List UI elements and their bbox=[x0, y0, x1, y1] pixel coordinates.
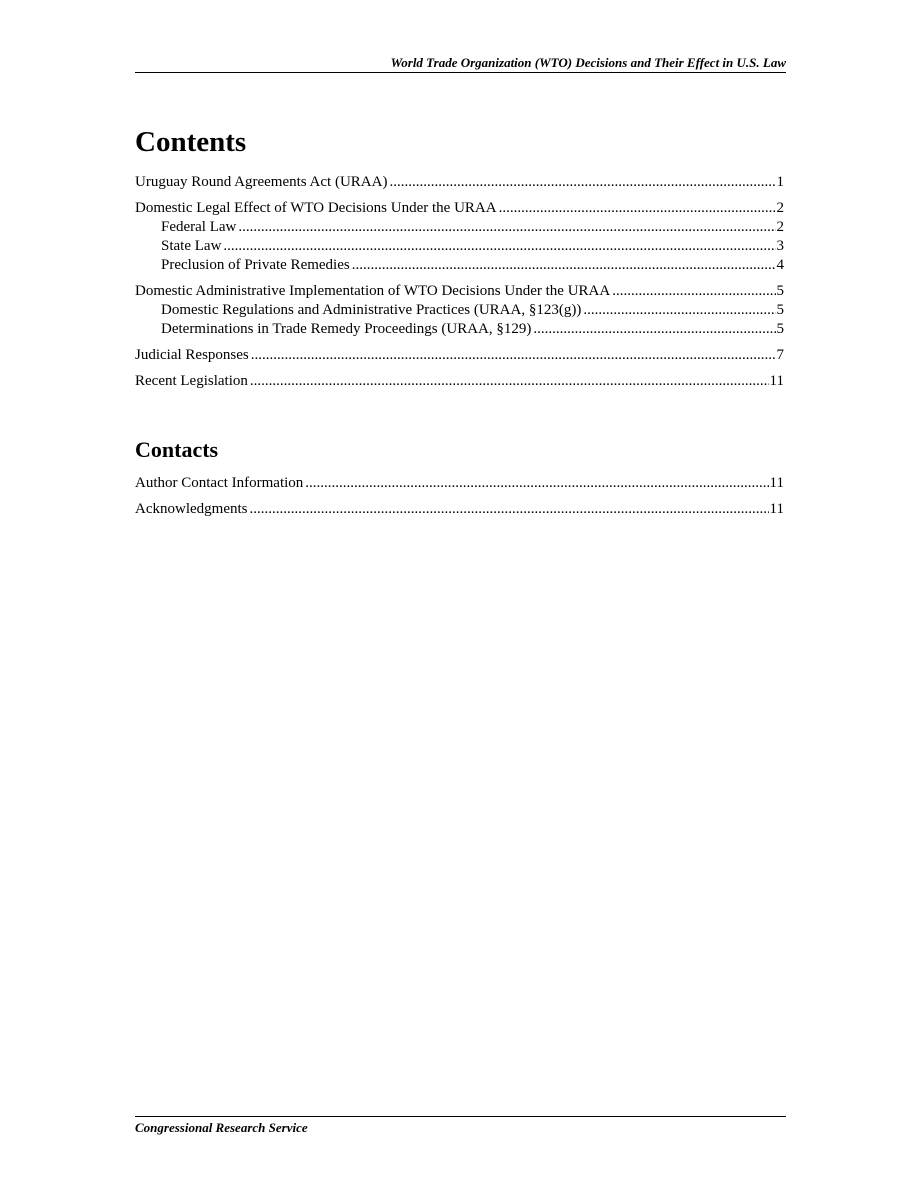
toc-entry-title: Domestic Legal Effect of WTO Decisions Under the URAA bbox=[135, 200, 497, 216]
running-header: World Trade Organization (WTO) Decisions and Their Effect in U.S. Law bbox=[390, 55, 786, 70]
running-footer: Congressional Research Service bbox=[135, 1120, 308, 1135]
toc-entry-title: Domestic Regulations and Administrative Practices (URAA, §123(g)) bbox=[161, 302, 582, 318]
contents-list bbox=[135, 173, 784, 391]
footer-rule bbox=[135, 1116, 786, 1117]
toc-entry-title: Federal Law bbox=[161, 219, 237, 235]
toc-entry-title: Acknowledgments bbox=[135, 501, 248, 517]
toc-entry-page: 1 bbox=[776, 174, 784, 190]
toc-entry-title: Determinations in Trade Remedy Proceedings (URAA, §129) bbox=[161, 321, 532, 337]
toc-entry-page: 11 bbox=[769, 373, 784, 389]
toc-entry[interactable] bbox=[135, 282, 784, 301]
toc-subentry[interactable] bbox=[135, 237, 784, 256]
dot-leader bbox=[533, 320, 775, 339]
toc-entry-page: 11 bbox=[769, 475, 784, 491]
toc-entry-page: 5 bbox=[776, 283, 784, 299]
toc-entry-page: 3 bbox=[776, 238, 784, 254]
toc-subentry[interactable] bbox=[135, 320, 784, 339]
dot-leader bbox=[305, 474, 768, 493]
dot-leader bbox=[352, 256, 776, 275]
dot-leader bbox=[612, 282, 775, 301]
dot-leader bbox=[249, 500, 768, 519]
dot-leader bbox=[223, 237, 775, 256]
dot-leader bbox=[389, 173, 775, 192]
contacts-section bbox=[135, 436, 784, 519]
dot-leader bbox=[238, 218, 775, 237]
toc-entry-page: 5 bbox=[776, 302, 784, 318]
toc-entry-title: Uruguay Round Agreements Act (URAA) bbox=[135, 174, 388, 190]
toc-entry-page: 2 bbox=[776, 219, 784, 235]
toc-subentry[interactable] bbox=[135, 301, 784, 320]
toc-entry[interactable] bbox=[135, 372, 784, 391]
toc-entry[interactable] bbox=[135, 500, 784, 519]
contacts-list bbox=[135, 474, 784, 519]
toc-entry-page: 4 bbox=[776, 257, 784, 273]
toc-entry-title: State Law bbox=[161, 238, 222, 254]
contents-section bbox=[135, 124, 784, 391]
toc-entry-page: 2 bbox=[776, 200, 784, 216]
toc-entry[interactable] bbox=[135, 199, 784, 218]
toc-entry-page: 5 bbox=[776, 321, 784, 337]
toc-entry[interactable] bbox=[135, 173, 784, 192]
contacts-heading: Contacts bbox=[135, 437, 219, 462]
toc-entry[interactable] bbox=[135, 346, 784, 365]
dot-leader bbox=[251, 346, 776, 365]
toc-entry-title: Domestic Administrative Implementation of WTO Decisions Under the URAA bbox=[135, 283, 611, 299]
toc-entry-page: 7 bbox=[776, 347, 784, 363]
toc-subentry[interactable] bbox=[135, 256, 784, 275]
header-rule bbox=[135, 72, 786, 73]
toc-entry-page: 11 bbox=[769, 501, 784, 517]
dot-leader bbox=[250, 372, 769, 391]
toc-subentry[interactable] bbox=[135, 218, 784, 237]
dot-leader bbox=[583, 301, 775, 320]
contents-heading: Contents bbox=[135, 126, 247, 158]
toc-entry-title: Recent Legislation bbox=[135, 373, 248, 389]
toc-entry-title: Judicial Responses bbox=[135, 347, 249, 363]
toc-entry-title: Author Contact Information bbox=[135, 475, 304, 491]
dot-leader bbox=[499, 199, 776, 218]
toc-entry-title: Preclusion of Private Remedies bbox=[161, 257, 350, 273]
toc-entry[interactable] bbox=[135, 474, 784, 493]
